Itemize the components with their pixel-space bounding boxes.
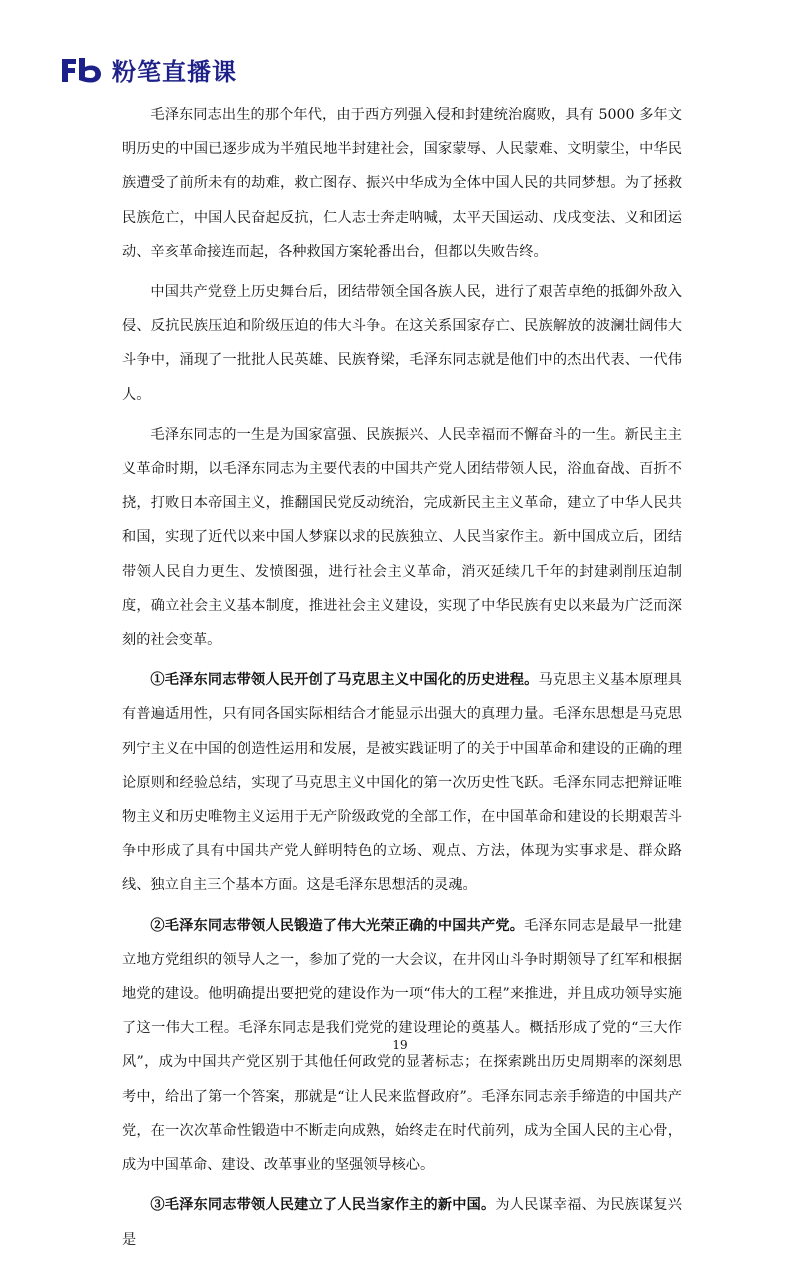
paragraph-heading: ①毛泽东同志带领人民开创了马克思主义中国化的历史进程。 (150, 672, 539, 689)
page-number: 19 (392, 1038, 408, 1052)
brand-name: 粉笔直播课 (112, 58, 237, 86)
paragraph: 中国共产党登上历史舞台后，团结带领全国各族人民，进行了艰苦卓绝的抵御外敌入侵、反抗民族压迫和阶级压迫的伟大斗争。在这关系国家存亡、民族解放的波澜壮阔伟大斗争中，涌现了一批批人民英雄、民族脊梁，毛泽东同志就是他们中的杰出代表、一代伟人。 (122, 284, 682, 403)
paragraph: ②毛泽东同志带领人民锻造了伟大光荣正确的中国共产党。毛泽东同志是最早一批建立地方党组织的领导人之一，参加了党的一大会议，在井冈山斗争时期领导了红军和根据地党的建设。他明确提出要把党的建设作为一项“伟大的工程”来推进，并且成功领导实施了这一伟大工程。毛泽东同志是我们党党的建设理论的奠基人。概括形成了党的“三大作风”，成为中国共产党区别于其他任何政党的显著标志；在探索跳出历史周期率的深刻思考中，给出了第一个答案，那就是“让人民来监督政府”。毛泽东同志亲手缔造的中国共产党，在一次次革命性锻造中不断走向成熟，始终走在时代前列，成为全国人民的主心骨，成为中国革命、建设、改革事业的坚强领导核心。 (122, 917, 682, 1174)
document-body (122, 98, 682, 1263)
paragraph: 毛泽东同志出生的那个年代，由于西方列强入侵和封建统治腐败，具有 5000 多年文明历史的中国已逐步成为半殖民地半封建社会，国家蒙辱、人民蒙难、文明蒙尘，中华民族遭受了前所未有的劫难，救亡图存、振兴中华成为全体中国人民的共同梦想。为了拯救民族危亡，中国人民奋起反抗，仁人志士奔走呐喊，太平天国运动、戊戌变法、义和团运动、辛亥革命接连而起，各种救国方案轮番出台，但都以失败告终。 (122, 107, 682, 260)
fenbi-logo-icon (60, 55, 104, 85)
paragraph: ①毛泽东同志带领人民开创了马克思主义中国化的历史进程。马克思主义基本原理具有普遍适用性，只有同各国实际相结合才能显示出强大的真理力量。毛泽东思想是马克思列宁主义在中国的创造性运用和发展，是被实践证明了的关于中国革命和建设的正确的理论原则和经验总结，实现了马克思主义中国化的第一次历史性飞跃。毛泽东同志把辩证唯物主义和历史唯物主义运用于无产阶级政党的全部工作，在中国革命和建设的长期艰苦斗争中形成了具有中国共产党人鲜明特色的立场、观点、方法，体现为实事求是、群众路线、独立自主三个基本方面。这是毛泽东思想活的灵魂。 (122, 672, 682, 894)
page-header (60, 52, 237, 87)
paragraph-heading: ②毛泽东同志带领人民锻造了伟大光荣正确的中国共产党。 (150, 917, 525, 934)
paragraph: ③毛泽东同志带领人民建立了人民当家作主的新中国。为人民谋幸福、为民族谋复兴是 (122, 1197, 682, 1248)
paragraph: 毛泽东同志的一生是为国家富强、民族振兴、人民幸福而不懈奋斗的一生。新民主主义革命时期，以毛泽东同志为主要代表的中国共产党人团结带领人民，浴血奋战、百折不挠，打败日本帝国主义，推翻国民党反动统治，完成新民主主义革命，建立了中华人民共和国，实现了近代以来中国人梦寐以求的民族独立、人民当家作主。新中国成立后，团结带领人民自力更生、发愤图强，进行社会主义革命，消灭延续几千年的封建剥削压迫制度，确立社会主义基本制度，推进社会主义建设，实现了中华民族有史以来最为广泛而深刻的社会变革。 (122, 426, 682, 649)
paragraph-heading: ③毛泽东同志带领人民建立了人民当家作主的新中国。 (150, 1197, 496, 1214)
